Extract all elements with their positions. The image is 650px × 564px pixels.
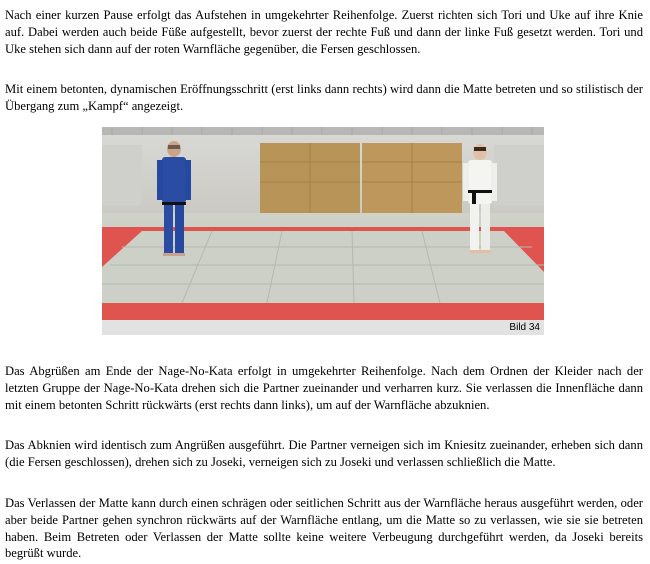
figure-caption: Bild 34 <box>509 322 540 333</box>
paragraph-kneeling: Das Abknien wird identisch zum Angrüßen ausgeführt. Die Partner verneigen sich im Kniesitz zueinander, erheben sich dann (die Fersen geschlossen), drehen sich zu Joseki, verneigen sich zu Joseki und verlassen schließlich die Matte. <box>5 438 643 469</box>
paragraph-leaving-mat: Das Verlassen der Matte kann durch einen schrägen oder seitlichen Schritt aus der Warnfläche heraus ausgeführt werden, oder aber beide Partner gehen synchron rückwärts auf der Warnfläche entlang, um die Matte so zu verlassen, wie sie sie betreten haben. Beim Betreten oder Verlassen der Matte sollte keine weitere Verbeugung durchgeführt werden, da Joseki bereits begrüßt wurde. <box>5 496 643 561</box>
paragraph-opening-step: Mit einem betonten, dynamischen Eröffnungsschritt (erst links dann rechts) wird dann die Matte betreten und so stilistisch der Übergang zum „Kampf“ angezeigt. <box>5 82 643 113</box>
figure-bild-34 <box>102 127 544 335</box>
paragraph-final-bow: Das Abgrüßen am Ende der Nage-No-Kata erfolgt in umgekehrter Reihenfolge. Nach dem Ordnen der Kleider nach der letzten Gruppe der Nage-No-Kata drehen sich die Partner zueinander und verharren kurz. Sie verlassen die Innenfläche dann mit einem betonten Schritt rückwärts (erst rechts dann links), um auf der Warnfläche abzuknien. <box>5 364 643 412</box>
dojo-photo <box>102 127 544 320</box>
paragraph-standing-up: Nach einer kurzen Pause erfolgt das Aufstehen in umgekehrter Reihenfolge. Zuerst richten sich Tori und Uke auf ihre Knie auf. Dabei werden auch beide Füße aufgestellt, bevor zuerst der rechte Fuß und dann der linke Fuß gesetzt werden. Tori und Uke stehen sich dann auf der roten Warnfläche gegenüber, die Fersen geschlossen. <box>5 8 643 56</box>
figure-caption-bar <box>102 320 544 335</box>
